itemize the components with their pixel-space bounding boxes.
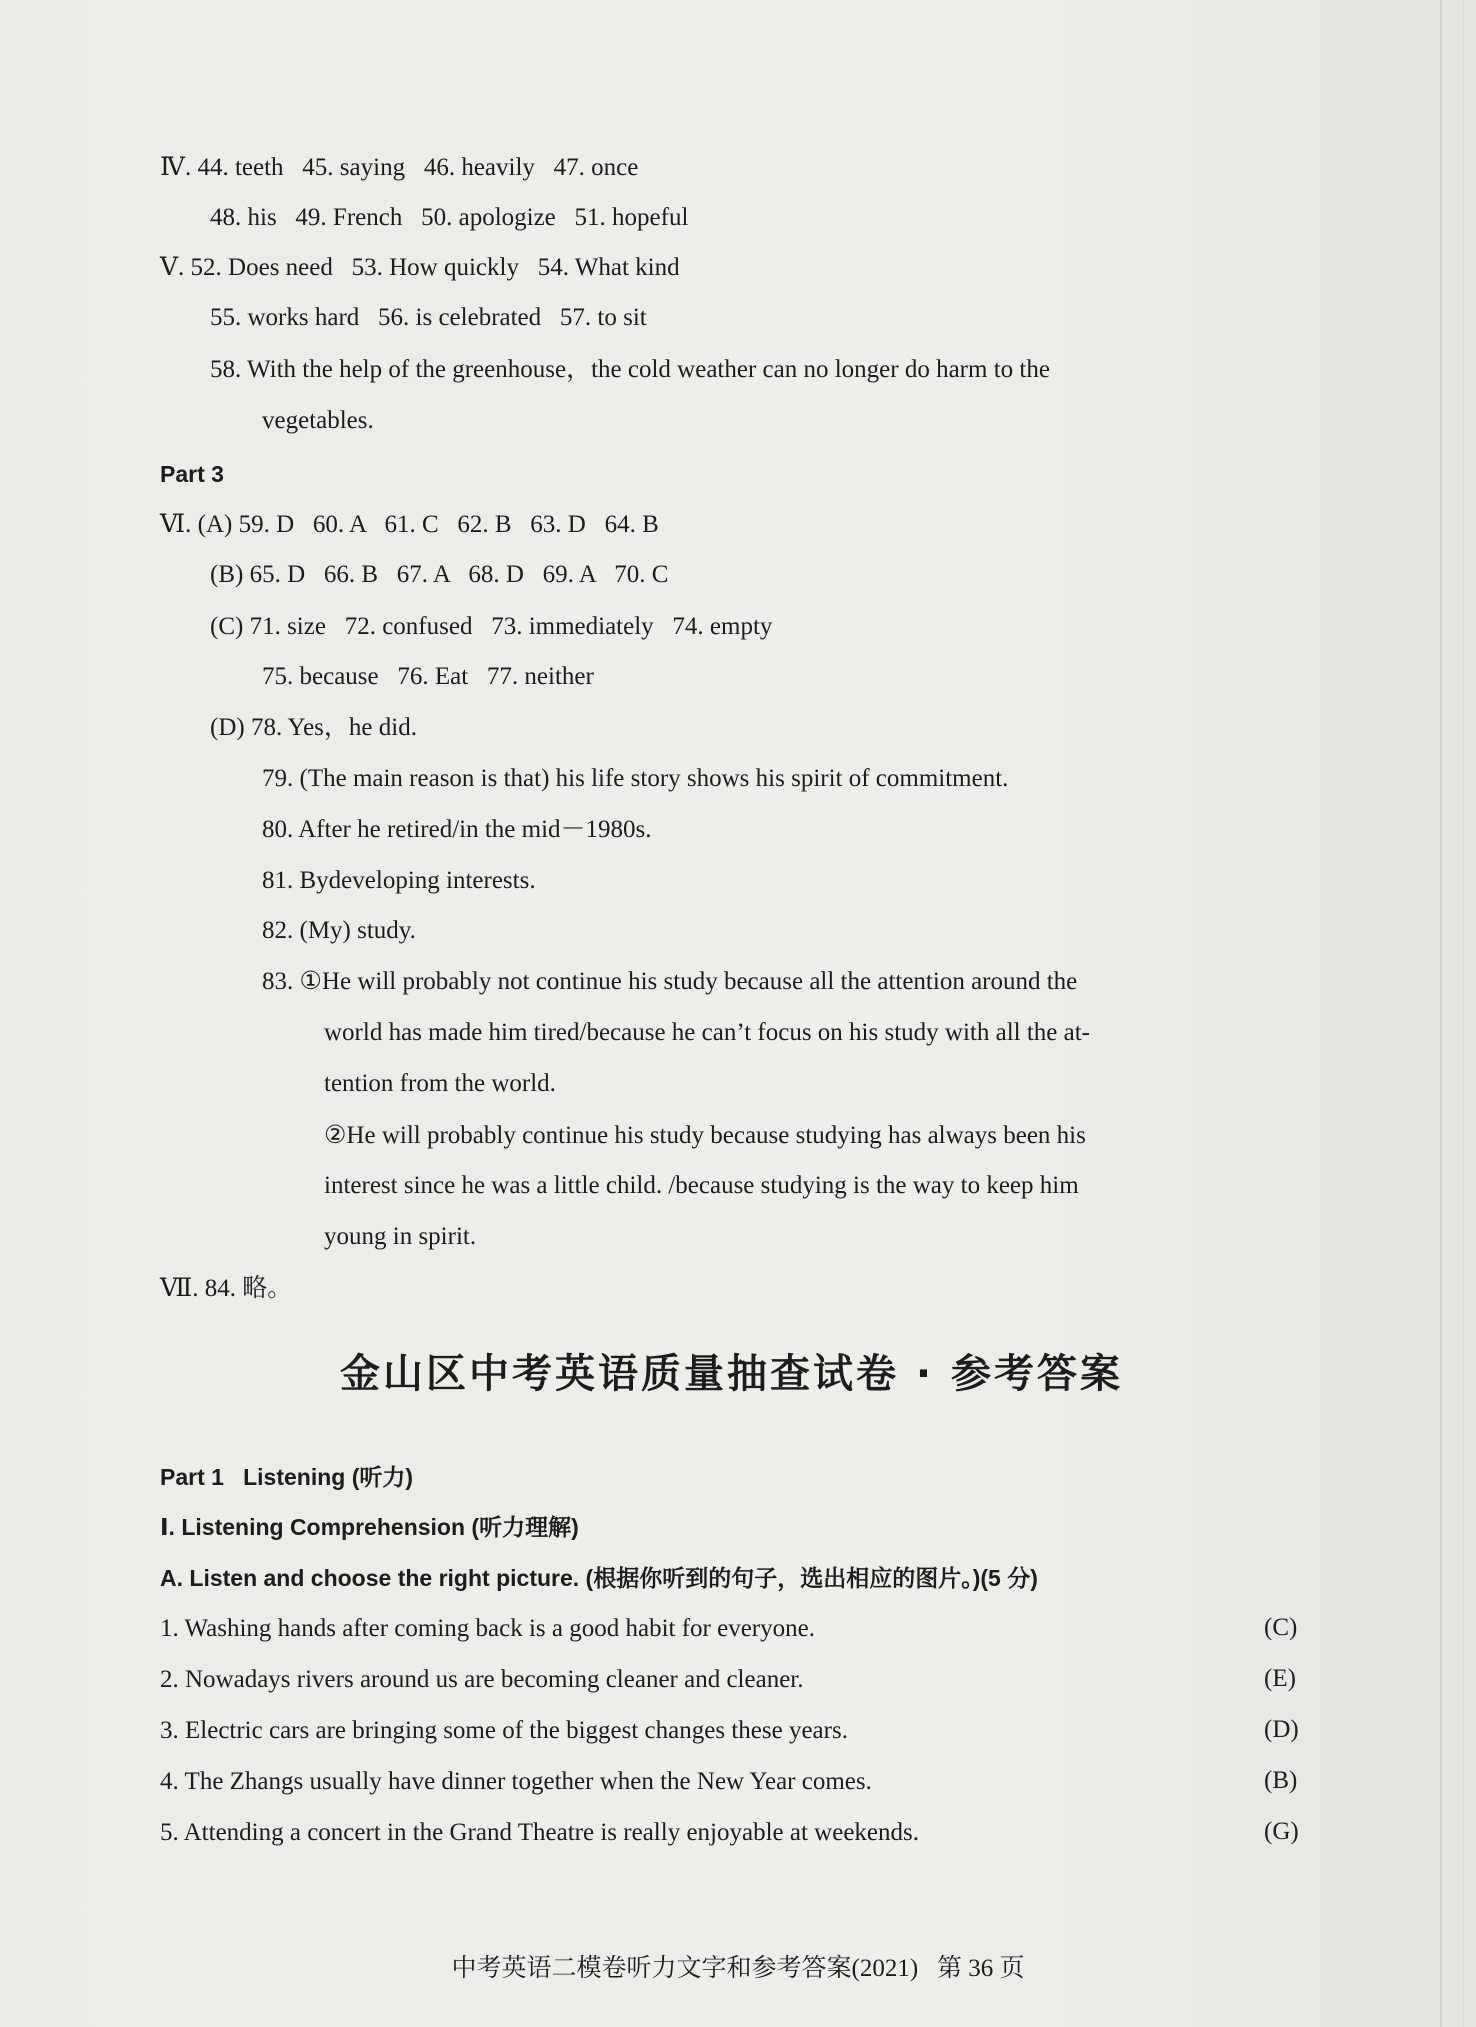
answer-line: 81. Bydeveloping interests. <box>262 867 536 894</box>
answer-line: 80. After he retired/in the mid－1980s. <box>262 816 652 843</box>
section-title: 金山区中考英语质量抽查试卷 · 参考答案 <box>340 1351 1124 1397</box>
answer-line: 55. works hard 56. is celebrated 57. to sit <box>210 304 647 331</box>
page-edge-outer <box>1463 0 1464 2027</box>
page-footer: 中考英语二模卷听力文字和参考答案(2021) 第 36 页 <box>451 1955 1025 1982</box>
section-heading: A. Listen and choose the right picture. (根据你听到的句子，选出相应的图片。)(5 分) <box>160 1565 1038 1591</box>
answer-line: ②He will probably continue his study because studying has always been his <box>324 1122 1086 1149</box>
part-heading: Part 1 Listening (听力) <box>160 1464 414 1490</box>
answer-line: 83. ①He will probably not continue his study because all the attention around the <box>262 968 1078 995</box>
answer-line: interest since he was a little child. /because studying is the way to keep him <box>324 1172 1079 1199</box>
answer-line: young in spirit. <box>324 1223 477 1250</box>
answer-line: Ⅳ. 44. teeth 45. saying 46. heavily 47. once <box>160 154 639 181</box>
item-answer: (D) <box>1264 1716 1299 1743</box>
listening-item: 3. Electric cars are bringing some of the biggest changes these years. <box>160 1717 848 1744</box>
listening-item: 5. Attending a concert in the Grand Theatre is really enjoyable at weekends. <box>160 1819 919 1846</box>
answer-line: 58. With the help of the greenhouse，the cold weather can no longer do harm to the <box>210 356 1050 383</box>
item-answer: (G) <box>1264 1818 1299 1845</box>
part-heading: Part 3 <box>160 461 224 487</box>
item-answer: (B) <box>1264 1767 1298 1794</box>
listening-item: 2. Nowadays rivers around us are becoming cleaner and cleaner. <box>160 1666 804 1693</box>
answer-line: vegetables. <box>262 407 374 434</box>
answer-line: Ⅵ. (A) 59. D 60. A 61. C 62. B 63. D 64. B <box>160 511 659 538</box>
answer-line: Ⅴ. 52. Does need 53. How quickly 54. What kind <box>160 254 680 281</box>
answer-line: 79. (The main reason is that) his life story shows his spirit of commitment. <box>262 765 1009 792</box>
answer-line: 75. because 76. Eat 77. neither <box>262 663 594 690</box>
listening-item: 1. Washing hands after coming back is a good habit for everyone. <box>160 1615 815 1642</box>
answer-line: (B) 65. D 66. B 67. A 68. D 69. A 70. C <box>210 561 669 588</box>
item-answer: (C) <box>1264 1614 1298 1641</box>
answer-line: world has made him tired/because he can’t focus on his study with all the at- <box>324 1019 1091 1046</box>
answer-line: 82. (My) study. <box>262 917 416 944</box>
listening-item: 4. The Zhangs usually have dinner together when the New Year comes. <box>160 1768 872 1795</box>
answer-line: 48. his 49. French 50. apologize 51. hopeful <box>210 204 689 231</box>
answer-line: (C) 71. size 72. confused 73. immediately 74. empty <box>210 613 773 640</box>
page-edge <box>1440 0 1442 2027</box>
section-heading: Ⅰ. Listening Comprehension (听力理解) <box>160 1514 579 1540</box>
item-answer: (E) <box>1264 1665 1296 1692</box>
answer-line: tention from the world. <box>324 1070 556 1097</box>
answer-line: (D) 78. Yes，he did. <box>210 714 417 741</box>
answer-line: Ⅶ. 84. 略。 <box>160 1275 293 1302</box>
